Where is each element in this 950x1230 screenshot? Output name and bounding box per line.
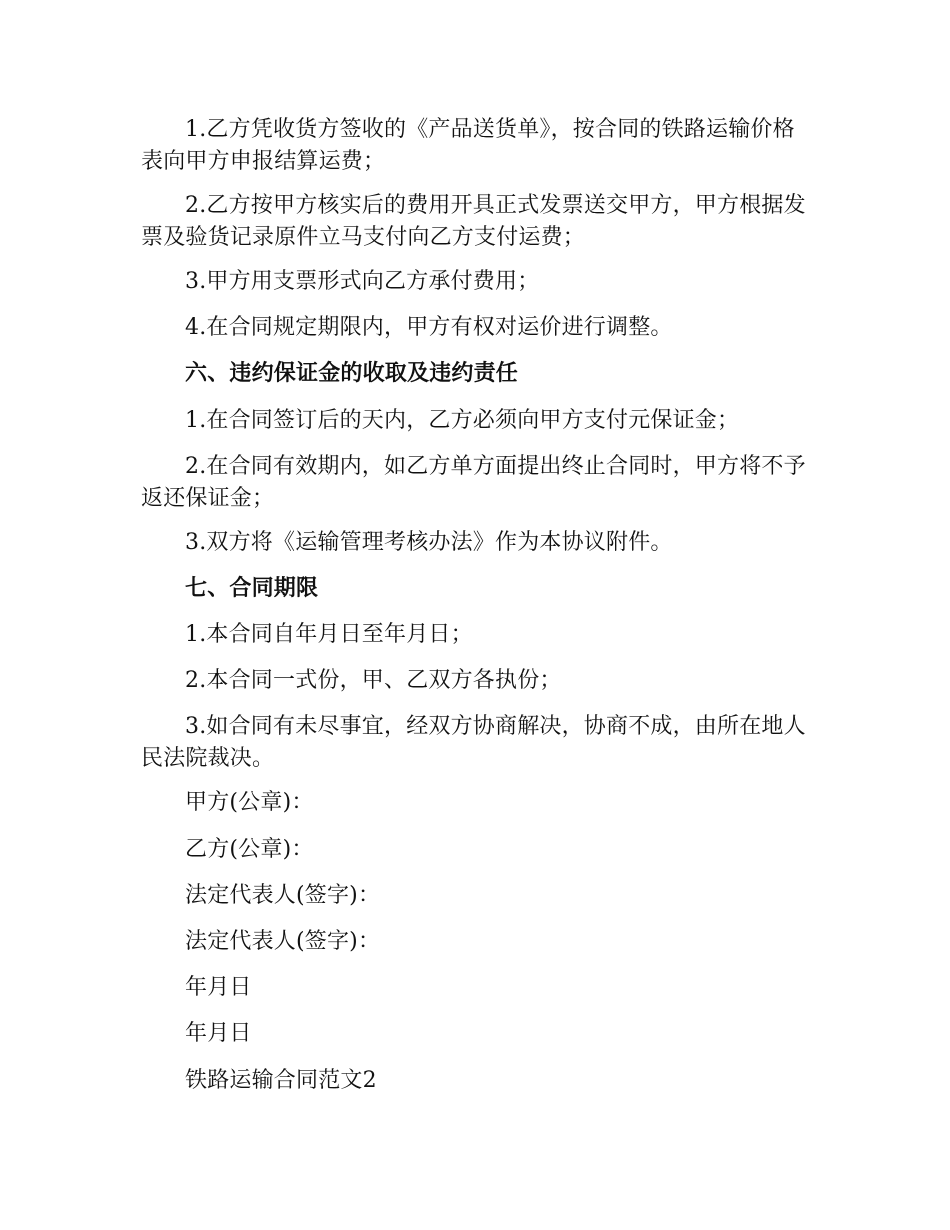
section5-item-1: 1.乙方凭收货方签收的《产品送货单》，按合同的铁路运输价格表向甲方申报结算运费；: [141, 117, 795, 174]
section7-item-1: 1.本合同自年月日至年月日；: [185, 622, 473, 647]
section5-item-3: 3.甲方用支票形式向乙方承付费用；: [185, 269, 540, 294]
section6-item-3: 3.双方将《运输管理考核办法》作为本协议附件。: [185, 530, 673, 555]
section6-item-1: 1.在合同签订后的天内，乙方必须向甲方支付元保证金；: [185, 408, 740, 433]
section6-item-2: 2.在合同有效期内，如乙方单方面提出终止合同时，甲方将不予返还保证金；: [141, 454, 806, 511]
party-a-seal: 甲方(公章)：: [185, 790, 314, 815]
section6-heading: 六、违约保证金的收取及违约责任: [185, 361, 519, 386]
section7-item-3: 3.如合同有未尽事宜，经双方协商解决，协商不成，由所在地人民法院裁决。: [141, 714, 806, 771]
next-document-title: 铁路运输合同范文2: [185, 1068, 377, 1093]
legal-rep-a-signature: 法定代表人(签字)：: [185, 883, 381, 908]
section7-heading: 七、合同期限: [185, 576, 319, 601]
section5-item-2: 2.乙方按甲方核实后的费用开具正式发票送交甲方，甲方根据发票及验货记录原件立马支付向乙方支付运费；: [141, 193, 806, 250]
section7-item-2: 2.本合同一式份，甲、乙双方各执份；: [185, 668, 562, 693]
date-b: 年月日: [185, 1021, 252, 1046]
legal-rep-b-signature: 法定代表人(签字)：: [185, 929, 381, 954]
date-a: 年月日: [185, 975, 252, 1000]
party-b-seal: 乙方(公章)：: [185, 837, 314, 862]
section5-item-4: 4.在合同规定期限内，甲方有权对运价进行调整。: [185, 315, 673, 340]
